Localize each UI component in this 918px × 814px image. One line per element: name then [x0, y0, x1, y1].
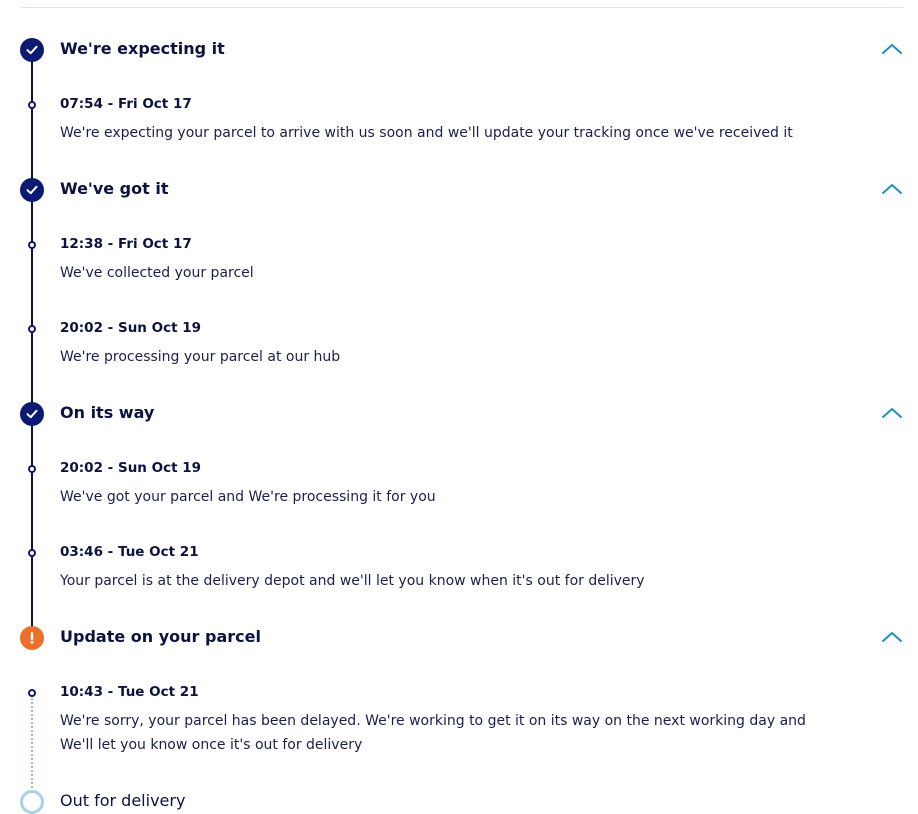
- stage-title: We've got it: [60, 179, 169, 198]
- event-time: 03:46 - Tue Oct 21: [60, 544, 199, 560]
- event-dot: [28, 549, 36, 557]
- stage-complete-node: [20, 178, 44, 202]
- stage-title: On its way: [60, 403, 155, 422]
- event-description: Your parcel is at the delivery depot and we'll let you know when it's out for delivery: [60, 573, 645, 589]
- event-dot: [28, 241, 36, 249]
- event-dot: [28, 325, 36, 333]
- event-time: 20:02 - Sun Oct 19: [60, 320, 202, 336]
- check-icon: [25, 183, 39, 197]
- chevron-up-icon[interactable]: [880, 41, 904, 57]
- stage-title: We're expecting it: [60, 39, 225, 58]
- stage-title: Out for delivery: [60, 791, 186, 810]
- chevron-up-icon[interactable]: [880, 181, 904, 197]
- event-time: 20:02 - Sun Oct 19: [60, 460, 202, 476]
- stage-complete-node: [20, 38, 44, 62]
- stage-complete-node: [20, 402, 44, 426]
- chevron-up-icon[interactable]: [880, 629, 904, 645]
- event-time: 10:43 - Tue Oct 21: [60, 684, 199, 700]
- check-icon: [25, 407, 39, 421]
- check-icon: [25, 43, 39, 57]
- stage-title: Update on your parcel: [60, 627, 261, 646]
- timeline-rail-pending: [31, 694, 33, 792]
- event-description: We're sorry, your parcel has been delayed. We're working to get it on its way on the next working day and We'll let you know once it's out for delivery: [60, 713, 806, 753]
- event-dot: [28, 101, 36, 109]
- event-description: We've got your parcel and We're processing it for you: [60, 489, 436, 505]
- chevron-up-icon[interactable]: [880, 405, 904, 421]
- event-description: We're processing your parcel at our hub: [60, 349, 341, 365]
- stage-pending-node: [20, 790, 44, 814]
- event-time: 07:54 - Fri Oct 17: [60, 96, 192, 112]
- event-dot: [28, 465, 36, 473]
- event-time: 12:38 - Fri Oct 17: [60, 236, 192, 252]
- stage-alert-node: [20, 626, 44, 650]
- event-description: We've collected your parcel: [60, 265, 254, 281]
- event-description: We're expecting your parcel to arrive with us soon and we'll update your tracking once we've received it: [60, 125, 793, 141]
- top-divider: [20, 7, 904, 8]
- exclamation-icon: [25, 631, 39, 645]
- event-dot: [28, 689, 36, 697]
